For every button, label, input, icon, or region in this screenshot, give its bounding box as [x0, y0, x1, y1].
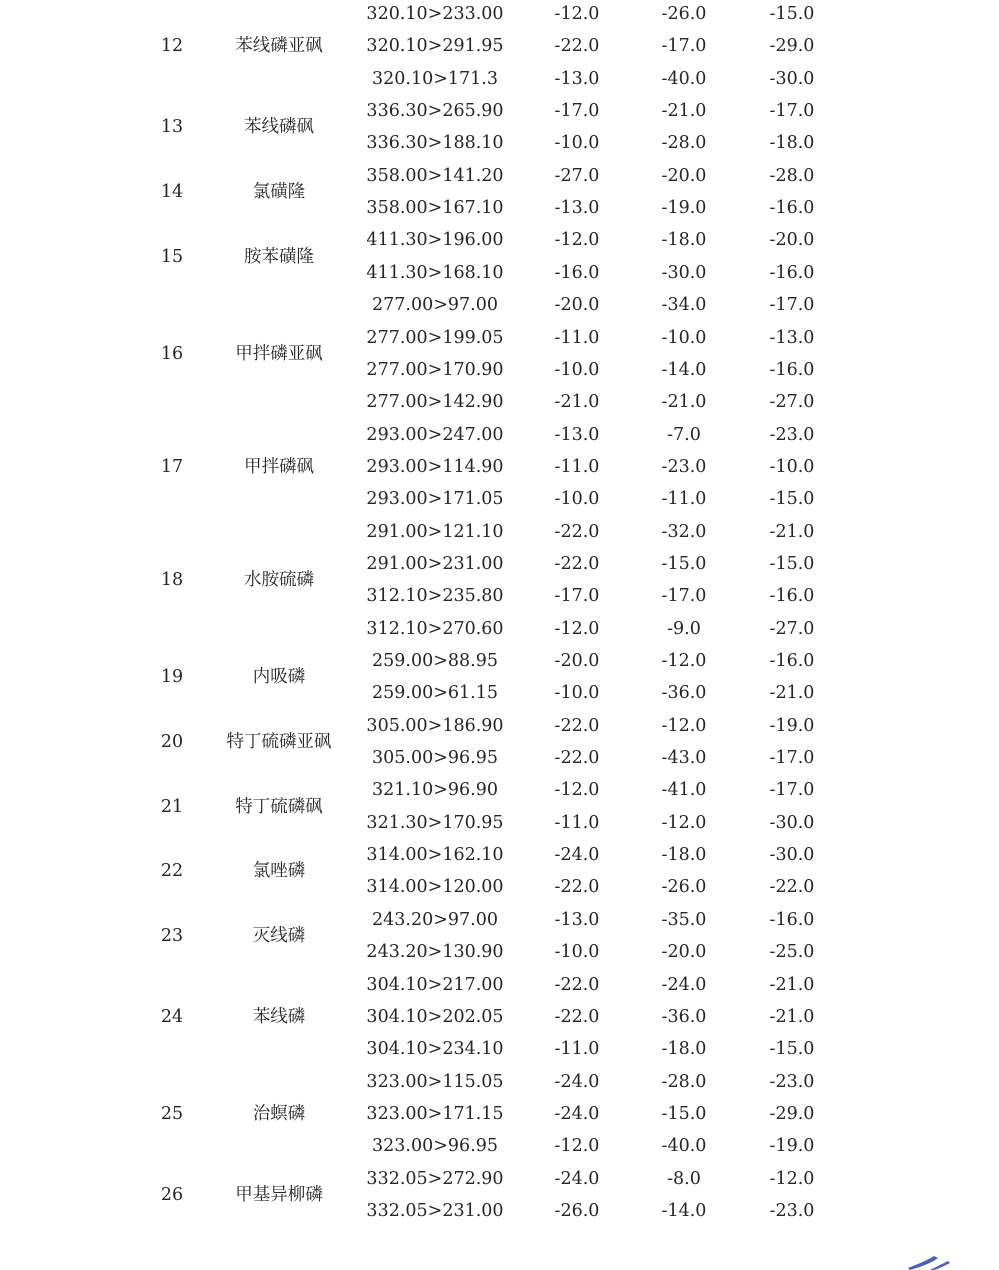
- cell-value-3: -15.0: [769, 489, 815, 510]
- cell-value-1: -22.0: [554, 36, 600, 57]
- cell-value-3: -15.0: [769, 1039, 815, 1060]
- cell-value-2: -34.0: [661, 295, 707, 316]
- cell-value-3: -20.0: [769, 230, 815, 251]
- cell-value-1: -10.0: [554, 359, 600, 380]
- compound-name: 甲拌磷砜: [244, 456, 314, 477]
- cell-value-1: -17.0: [554, 586, 600, 607]
- cell-value-2: -9.0: [667, 618, 701, 639]
- cell-value-2: -18.0: [661, 230, 707, 251]
- cell-value-3: -21.0: [769, 974, 815, 995]
- cell-value-1: -24.0: [554, 845, 600, 866]
- cell-transition: 291.00>231.00: [366, 553, 504, 574]
- cell-value-1: -10.0: [554, 489, 600, 510]
- cell-value-1: -22.0: [554, 877, 600, 898]
- cell-value-3: -10.0: [769, 456, 815, 477]
- compound-name: 甲拌磷亚砜: [235, 343, 323, 364]
- cell-value-3: -16.0: [769, 651, 815, 671]
- cell-transition: 411.30>196.00: [366, 230, 504, 251]
- row-number: 24: [160, 1006, 184, 1027]
- cell-value-3: -21.0: [769, 683, 815, 704]
- cell-value-3: -18.0: [769, 133, 815, 154]
- row-number: 16: [160, 343, 184, 364]
- cell-value-1: -24.0: [554, 1103, 600, 1124]
- cell-value-2: -20.0: [661, 942, 707, 963]
- row-number: 25: [160, 1103, 184, 1124]
- cell-transition: 312.10>270.60: [366, 618, 504, 639]
- cell-value-1: -13.0: [554, 424, 600, 445]
- cell-value-3: -16.0: [769, 262, 815, 283]
- cell-value-2: -28.0: [661, 133, 707, 154]
- row-number: 14: [160, 181, 184, 202]
- cell-value-1: -20.0: [554, 295, 600, 316]
- cell-transition: 320.10>291.95: [366, 36, 504, 57]
- compound-name: 甲基异柳磷: [235, 1184, 323, 1205]
- cell-value-1: -27.0: [554, 165, 600, 186]
- cell-value-2: -26.0: [661, 877, 707, 898]
- cell-value-1: -13.0: [554, 68, 600, 89]
- row-number: 23: [160, 925, 184, 946]
- cell-value-2: -26.0: [661, 4, 707, 24]
- row-number: 17: [160, 456, 184, 477]
- cell-value-2: -40.0: [661, 68, 707, 89]
- cell-transition: 305.00>96.95: [372, 748, 498, 769]
- cell-transition: 293.00>114.90: [366, 456, 504, 477]
- cell-value-2: -23.0: [661, 456, 707, 477]
- cell-value-1: -22.0: [554, 748, 600, 769]
- cell-value-3: -29.0: [769, 1103, 815, 1124]
- cell-transition: 291.00>121.10: [366, 521, 504, 542]
- cell-transition: 323.00>96.95: [372, 1136, 498, 1157]
- cell-value-1: -10.0: [554, 133, 600, 154]
- cell-value-1: -12.0: [554, 4, 600, 24]
- cell-value-2: -18.0: [661, 845, 707, 866]
- cell-value-3: -27.0: [769, 392, 815, 413]
- cell-value-2: -21.0: [661, 101, 707, 122]
- cell-transition: 320.10>233.00: [366, 4, 504, 24]
- cell-value-3: -23.0: [769, 1200, 815, 1221]
- cell-transition: 243.20>97.00: [372, 909, 498, 930]
- cell-value-3: -17.0: [769, 101, 815, 122]
- cell-transition: 321.30>170.95: [366, 812, 504, 833]
- cell-value-1: -12.0: [554, 618, 600, 639]
- cell-transition: 314.00>120.00: [366, 877, 504, 898]
- cell-value-2: -12.0: [661, 715, 707, 736]
- compound-name: 特丁硫磷亚砜: [226, 731, 332, 752]
- cell-value-3: -30.0: [769, 812, 815, 833]
- cell-transition: 320.10>171.3: [372, 68, 498, 89]
- cell-value-2: -17.0: [661, 36, 707, 57]
- row-number: 13: [160, 117, 184, 138]
- cell-value-2: -19.0: [661, 198, 707, 219]
- cell-value-3: -13.0: [769, 327, 815, 348]
- cell-value-3: -17.0: [769, 295, 815, 316]
- compound-name: 特丁硫磷砜: [235, 796, 323, 817]
- cell-value-2: -17.0: [661, 586, 707, 607]
- cell-value-1: -17.0: [554, 101, 600, 122]
- cell-transition: 336.30>188.10: [366, 133, 504, 154]
- cell-value-2: -15.0: [661, 1103, 707, 1124]
- row-number: 26: [160, 1184, 184, 1205]
- cell-value-1: -22.0: [554, 715, 600, 736]
- logo-mark-icon: [904, 1254, 968, 1270]
- cell-transition: 312.10>235.80: [366, 586, 504, 607]
- cell-value-1: -22.0: [554, 974, 600, 995]
- cell-transition: 259.00>61.15: [372, 683, 498, 704]
- cell-value-2: -36.0: [661, 683, 707, 704]
- cell-value-2: -24.0: [661, 974, 707, 995]
- compound-name: 苯线磷: [252, 1006, 306, 1027]
- cell-value-2: -15.0: [661, 553, 707, 574]
- cell-transition: 304.10>217.00: [366, 974, 504, 995]
- cell-transition: 314.00>162.10: [366, 845, 504, 866]
- cell-value-2: -32.0: [661, 521, 707, 542]
- cell-value-2: -43.0: [661, 748, 707, 769]
- cell-value-3: -29.0: [769, 36, 815, 57]
- cell-transition: 358.00>167.10: [366, 198, 504, 219]
- cell-transition: 321.10>96.90: [372, 780, 498, 801]
- row-number: 21: [160, 796, 184, 817]
- cell-value-3: -30.0: [769, 68, 815, 89]
- cell-value-1: -20.0: [554, 651, 600, 671]
- cell-value-2: -35.0: [661, 909, 707, 930]
- cell-transition: 259.00>88.95: [372, 651, 498, 671]
- cell-value-1: -13.0: [554, 909, 600, 930]
- compound-name: 水胺硫磷: [244, 570, 314, 591]
- cell-value-1: -11.0: [554, 456, 600, 477]
- cell-transition: 277.00>142.90: [366, 392, 504, 413]
- cell-value-2: -41.0: [661, 780, 707, 801]
- cell-transition: 332.05>231.00: [366, 1200, 504, 1221]
- cell-value-3: -17.0: [769, 748, 815, 769]
- cell-value-2: -40.0: [661, 1136, 707, 1157]
- row-number: 15: [160, 246, 184, 267]
- compound-name: 氯唑磷: [252, 861, 306, 882]
- cell-value-3: -16.0: [769, 909, 815, 930]
- cell-value-3: -27.0: [769, 618, 815, 639]
- compound-name: 苯线磷砜: [244, 117, 314, 138]
- compound-name: 内吸磷: [252, 667, 306, 688]
- cell-value-2: -28.0: [661, 1071, 707, 1092]
- cell-value-2: -14.0: [661, 359, 707, 380]
- compound-name: 灭线磷: [252, 925, 306, 946]
- cell-value-2: -12.0: [661, 812, 707, 833]
- cell-value-1: -22.0: [554, 1006, 600, 1027]
- cell-transition: 336.30>265.90: [366, 101, 504, 122]
- cell-value-3: -12.0: [769, 1168, 815, 1189]
- row-number: 12: [160, 36, 184, 57]
- cell-value-3: -17.0: [769, 780, 815, 801]
- cell-value-3: -23.0: [769, 1071, 815, 1092]
- cell-transition: 243.20>130.90: [366, 942, 504, 963]
- cell-value-2: -10.0: [661, 327, 707, 348]
- cell-value-2: -7.0: [667, 424, 701, 445]
- cell-value-1: -24.0: [554, 1168, 600, 1189]
- cell-value-3: -21.0: [769, 1006, 815, 1027]
- cell-value-3: -30.0: [769, 845, 815, 866]
- cell-value-1: -11.0: [554, 1039, 600, 1060]
- cell-value-3: -22.0: [769, 877, 815, 898]
- cell-transition: 332.05>272.90: [366, 1168, 504, 1189]
- cell-value-1: -21.0: [554, 392, 600, 413]
- cell-value-3: -15.0: [769, 4, 815, 24]
- cell-transition: 305.00>186.90: [366, 715, 504, 736]
- cell-value-3: -21.0: [769, 521, 815, 542]
- cell-transition: 323.00>171.15: [366, 1103, 504, 1124]
- cell-value-1: -10.0: [554, 683, 600, 704]
- cell-value-2: -11.0: [661, 489, 707, 510]
- cell-value-1: -11.0: [554, 812, 600, 833]
- cell-value-1: -13.0: [554, 198, 600, 219]
- cell-value-1: -24.0: [554, 1071, 600, 1092]
- cell-value-2: -21.0: [661, 392, 707, 413]
- cell-value-3: -16.0: [769, 198, 815, 219]
- cell-value-2: -18.0: [661, 1039, 707, 1060]
- cell-value-2: -20.0: [661, 165, 707, 186]
- cell-transition: 293.00>247.00: [366, 424, 504, 445]
- row-number: 18: [160, 570, 184, 591]
- cell-value-1: -12.0: [554, 780, 600, 801]
- cell-value-2: -14.0: [661, 1200, 707, 1221]
- cell-transition: 323.00>115.05: [366, 1071, 504, 1092]
- cell-value-1: -10.0: [554, 942, 600, 963]
- cell-value-1: -22.0: [554, 553, 600, 574]
- cell-value-2: -36.0: [661, 1006, 707, 1027]
- cell-value-3: -15.0: [769, 553, 815, 574]
- cell-value-3: -28.0: [769, 165, 815, 186]
- cell-transition: 277.00>199.05: [366, 327, 504, 348]
- cell-transition: 411.30>168.10: [366, 262, 504, 283]
- compound-name: 治螟磷: [252, 1103, 306, 1124]
- row-number: 19: [160, 667, 184, 688]
- cell-transition: 358.00>141.20: [366, 165, 504, 186]
- row-number: 22: [160, 861, 184, 882]
- cell-value-1: -26.0: [554, 1200, 600, 1221]
- cell-value-3: -23.0: [769, 424, 815, 445]
- cell-transition: 304.10>202.05: [366, 1006, 504, 1027]
- cell-value-3: -16.0: [769, 359, 815, 380]
- cell-value-1: -16.0: [554, 262, 600, 283]
- cell-value-2: -30.0: [661, 262, 707, 283]
- cell-value-2: -8.0: [667, 1168, 701, 1189]
- cell-value-3: -19.0: [769, 715, 815, 736]
- cell-value-2: -12.0: [661, 651, 707, 671]
- cell-transition: 277.00>97.00: [372, 295, 498, 316]
- compound-name: 胺苯磺隆: [244, 246, 314, 267]
- cell-value-3: -25.0: [769, 942, 815, 963]
- cell-transition: 277.00>170.90: [366, 359, 504, 380]
- cell-transition: 304.10>234.10: [366, 1039, 504, 1060]
- row-number: 20: [160, 731, 184, 752]
- cell-value-1: -12.0: [554, 1136, 600, 1157]
- compound-name: 氯磺隆: [252, 181, 306, 202]
- cell-transition: 293.00>171.05: [366, 489, 504, 510]
- cell-value-1: -22.0: [554, 521, 600, 542]
- cell-value-1: -12.0: [554, 230, 600, 251]
- cell-value-1: -11.0: [554, 327, 600, 348]
- cell-value-3: -19.0: [769, 1136, 815, 1157]
- cell-value-3: -16.0: [769, 586, 815, 607]
- compound-name: 苯线磷亚砜: [235, 36, 323, 57]
